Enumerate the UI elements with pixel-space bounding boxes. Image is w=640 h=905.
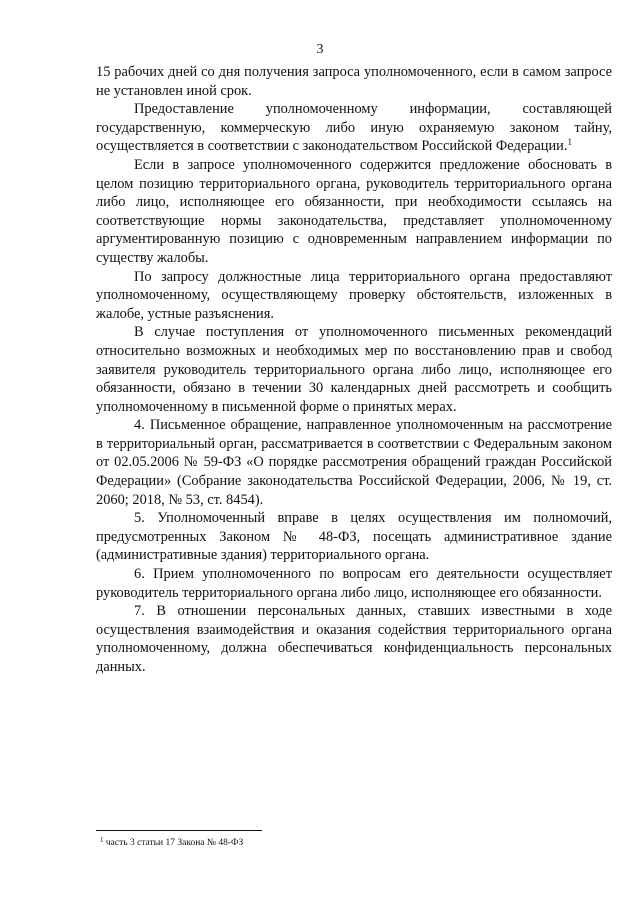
page-number: 3 bbox=[316, 42, 324, 57]
document-body bbox=[96, 63, 612, 677]
footnote-marker: 1 bbox=[100, 836, 104, 844]
paragraph-item-7: 7. В отношении персональных данных, ставших известными в ходе осуществления взаимодействия и оказания содействия территориального органа уполномоченному, должна обеспечиваться конфиденциальность персональных данных. bbox=[96, 603, 612, 675]
paragraph-2-text: Предоставление уполномоченному информации, составляющей государственную, коммерческую либо иную охраняемую законом тайну, осуществляется в соответствии с законодательством Российской Федерации. bbox=[96, 101, 612, 155]
footnote-reference: 1 bbox=[567, 137, 572, 148]
paragraph-item-4: 4. Письменное обращение, направленное уполномоченным на рассмотрение в территориальный орган, рассматривается в соответствии с Федеральным законом от 02.05.2006 № 59-ФЗ «О порядке рассмотрения обращений граждан Российской Федерации» (Собрание законодательства Российской Федерации, 2006, № 19, ст. 2060; 2018, № 53, ст. 8454). bbox=[96, 417, 612, 508]
paragraph-4: По запросу должностные лица территориального органа предоставляют уполномоченному, осуществляющему проверку обстоятельств, изложенных в жалобе, устные разъяснения. bbox=[96, 268, 612, 322]
paragraph-2 bbox=[96, 100, 612, 156]
footnote-divider bbox=[96, 830, 262, 831]
paragraph-3: Если в запросе уполномоченного содержится предложение обосновать в целом позицию территориального органа, руководитель территориального органа либо лицо, исполняющее его обязанности, при необходимости ссылаясь на соответствующие нормы законодательства, представляет уполномоченному аргументированную позицию с одновременным направлением информации по существу жалобы. bbox=[96, 156, 612, 266]
footnote-text: часть 3 статьи 17 Закона № 48-ФЗ bbox=[105, 838, 244, 848]
paragraph-item-5: 5. Уполномоченный вправе в целях осуществления им полномочий, предусмотренных Законом № 48-ФЗ, посещать административное здание (административные здания) территориального органа. bbox=[96, 510, 612, 564]
paragraph-5: В случае поступления от уполномоченного письменных рекомендаций относительно возможных и необходимых мер по восстановлению прав и свобод заявителя руководитель территориального органа либо лицо, исполняющее его обязанности, обязано в течении 30 календарных дней рассмотреть и сообщить уполномоченному в письменной форме о принятых мерах. bbox=[96, 324, 612, 415]
paragraph-item-6: 6. Прием уполномоченного по вопросам его деятельности осуществляет руководитель территориального органа либо лицо, исполняющее его обязанности. bbox=[96, 566, 612, 601]
footnote bbox=[100, 837, 243, 849]
paragraph-1: 15 рабочих дней со дня получения запроса уполномоченного, если в самом запросе не установлен иной срок. bbox=[96, 64, 612, 99]
